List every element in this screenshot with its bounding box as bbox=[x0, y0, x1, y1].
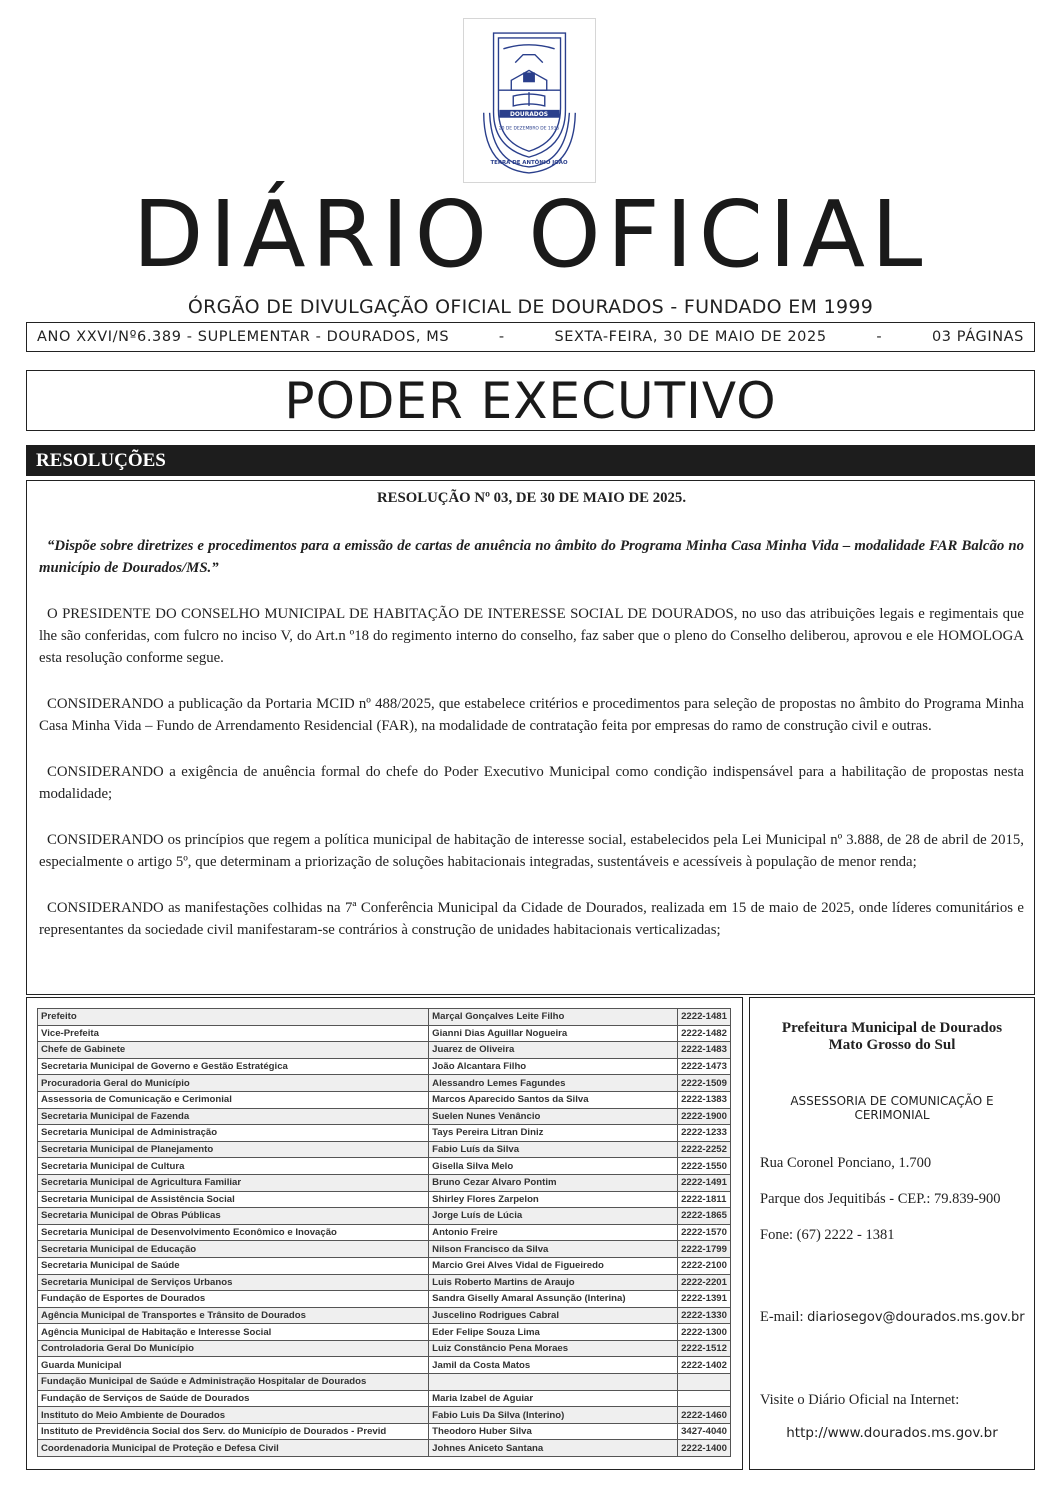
directory-phone: 2222-1233 bbox=[678, 1125, 731, 1142]
edition-separator: - bbox=[876, 329, 883, 345]
directory-office: Fundação de Esportes de Dourados bbox=[38, 1291, 429, 1308]
directory-official: Maria Izabel de Aguiar bbox=[429, 1390, 678, 1407]
directory-official: João Alcantara Filho bbox=[429, 1058, 678, 1075]
directory-official: Luis Roberto Martins de Araujo bbox=[429, 1274, 678, 1291]
directory-office: Controladoria Geral Do Município bbox=[38, 1340, 429, 1357]
directory-official: Fabio Luís da Silva bbox=[429, 1141, 678, 1158]
masthead-subtitle: ÓRGÃO DE DIVULGAÇÃO OFICIAL DE DOURADOS - FUNDADO EM 1999 bbox=[187, 296, 874, 318]
directory-office: Assessoria de Comunicação e Cerimonial bbox=[38, 1091, 429, 1108]
directory-office: Coordenadoria Municipal de Proteção e Defesa Civil bbox=[38, 1440, 429, 1457]
directory-phone: 2222-1482 bbox=[678, 1025, 731, 1042]
directory-official: Tays Pereira Litran Diniz bbox=[429, 1125, 678, 1142]
directory-office: Chefe de Gabinete bbox=[38, 1042, 429, 1059]
table-row bbox=[38, 1274, 731, 1291]
section-title: PODER EXECUTIVO bbox=[26, 370, 1035, 431]
publisher-email bbox=[760, 1308, 1024, 1327]
publisher-address: Rua Coronel Ponciano, 1.700 bbox=[760, 1155, 932, 1171]
table-row bbox=[38, 1241, 731, 1258]
directory-phone: 2222-2252 bbox=[678, 1141, 731, 1158]
table-row bbox=[38, 1357, 731, 1374]
resolution-body bbox=[26, 480, 1035, 995]
directory-office: Secretaria Municipal de Agricultura Familiar bbox=[38, 1174, 429, 1191]
directory-phone bbox=[678, 1374, 731, 1391]
directory-office: Secretaria Municipal de Assistência Social bbox=[38, 1191, 429, 1208]
directory-official: Juarez de Oliveira bbox=[429, 1042, 678, 1059]
table-row bbox=[38, 1407, 731, 1424]
table-row bbox=[38, 1307, 731, 1324]
table-row bbox=[38, 1108, 731, 1125]
table-row bbox=[38, 1042, 731, 1059]
directory-phone: 2222-1550 bbox=[678, 1158, 731, 1175]
publisher-phone: Fone: (67) 2222 - 1381 bbox=[760, 1227, 895, 1243]
directory-official: Suelen Nunes Venâncio bbox=[429, 1108, 678, 1125]
directory-phone: 2222-1481 bbox=[678, 1009, 731, 1026]
edition-number: ANO XXVI/Nº6.389 - SUPLEMENTAR - DOURADOS, MS bbox=[37, 329, 450, 345]
table-row bbox=[38, 1208, 731, 1225]
directory-official: Shirley Flores Zarpelon bbox=[429, 1191, 678, 1208]
resolution-paragraph: CONSIDERANDO a publicação da Portaria MCID nº 488/2025, que estabelece critérios e procedimentos para seleção de propostas no âmbito do Programa Minha Casa Minha Vida – Fundo de Arrendamento Residencial (FAR), na modalidade de contratação feita por empresas do ramo de construção civil e outras. bbox=[39, 696, 1024, 734]
website-link[interactable]: http://www.dourados.ms.gov.br bbox=[786, 1425, 998, 1441]
directory-phone: 2222-1300 bbox=[678, 1324, 731, 1341]
directory-phone: 2222-2100 bbox=[678, 1257, 731, 1274]
coat-of-arms-logo bbox=[463, 18, 596, 183]
publisher-visit-text: Visite o Diário Oficial na Internet: bbox=[760, 1392, 960, 1408]
directory-official: Luiz Constâncio Pena Moraes bbox=[429, 1340, 678, 1357]
directory-office: Secretaria Municipal de Obras Públicas bbox=[38, 1208, 429, 1225]
directory-office: Secretaria Municipal de Saúde bbox=[38, 1257, 429, 1274]
directory-official: Alessandro Lemes Fagundes bbox=[429, 1075, 678, 1092]
edition-separator: - bbox=[498, 329, 505, 345]
directory-official: Nilson Francisco da Silva bbox=[429, 1241, 678, 1258]
table-row bbox=[38, 1025, 731, 1042]
resolution-paragraph: O PRESIDENTE DO CONSELHO MUNICIPAL DE HABITAÇÃO DE INTERESSE SOCIAL DE DOURADOS, no uso das atribuições legais e regimentais que lhe são conferidas, com fulcro no inciso V, do Art.n º18 do regimento interno do conselho, faz saber que o pleno do Conselho deliberou, aprovou e ele HOMOLOGA esta resolução conforme segue. bbox=[39, 606, 1024, 666]
directory-office: Instituto de Previdência Social dos Serv. do Município de Dourados - Previd bbox=[38, 1423, 429, 1440]
publisher-title bbox=[760, 1020, 1024, 1054]
table-row bbox=[38, 1058, 731, 1075]
logo-motto: TERRA DE ANTÔNIO JOÃO bbox=[490, 160, 568, 167]
table-row bbox=[38, 1009, 731, 1026]
email-label: E-mail: bbox=[760, 1309, 808, 1325]
directory-phone: 2222-2201 bbox=[678, 1274, 731, 1291]
directory-office: Secretaria Municipal de Governo e Gestão Estratégica bbox=[38, 1058, 429, 1075]
logo-date: 20 DE DEZEMBRO DE 1935 bbox=[498, 126, 560, 132]
table-row bbox=[38, 1374, 731, 1391]
directory-phone: 2222-1391 bbox=[678, 1291, 731, 1308]
logo-city: DOURADOS bbox=[510, 111, 548, 118]
table-row bbox=[38, 1125, 731, 1142]
directory-official: Fabio Luis Da Silva (Interino) bbox=[429, 1407, 678, 1424]
directory-official: Eder Felipe Souza Lima bbox=[429, 1324, 678, 1341]
directory-phone: 2222-1400 bbox=[678, 1440, 731, 1457]
edition-date: SEXTA-FEIRA, 30 DE MAIO DE 2025 bbox=[554, 329, 827, 345]
table-row bbox=[38, 1324, 731, 1341]
directory-phone: 2222-1330 bbox=[678, 1307, 731, 1324]
table-row bbox=[38, 1158, 731, 1175]
directory-office: Vice-Prefeita bbox=[38, 1025, 429, 1042]
publisher-title-line2: Mato Grosso do Sul bbox=[828, 1037, 956, 1053]
directory-phone: 2222-1473 bbox=[678, 1058, 731, 1075]
directory-official: Marcos Aparecido Santos da Silva bbox=[429, 1091, 678, 1108]
directory-office: Secretaria Municipal de Serviços Urbanos bbox=[38, 1274, 429, 1291]
resolution-paragraph: CONSIDERANDO os princípios que regem a política municipal de habitação de interesse social, estabelecidos pela Lei Municipal nº 3.888, de 28 de abril de 2015, especialmente o artigo 5º, que determinam a priorização de soluções habitacionais integradas, sustentáveis e acessíveis à população de menor renda; bbox=[39, 832, 1024, 870]
table-row bbox=[38, 1291, 731, 1308]
resolution-paragraph: CONSIDERANDO a exigência de anuência formal do chefe do Poder Executivo Municipal como condição indispensável para a habilitação de propostas nesta modalidade; bbox=[39, 764, 1024, 802]
table-row bbox=[38, 1224, 731, 1241]
directory-official: Bruno Cezar Alvaro Pontim bbox=[429, 1174, 678, 1191]
edition-pages: 03 PÁGINAS bbox=[931, 329, 1024, 345]
directory-phone: 2222-1570 bbox=[678, 1224, 731, 1241]
directory-phone: 2222-1799 bbox=[678, 1241, 731, 1258]
directory-phone: 2222-1402 bbox=[678, 1357, 731, 1374]
directory-official: Gianni Dias Aguillar Nogueira bbox=[429, 1025, 678, 1042]
directory-office: Agência Municipal de Transportes e Trânsito de Dourados bbox=[38, 1307, 429, 1324]
directory-phone: 2222-1460 bbox=[678, 1407, 731, 1424]
publisher-department-line2: CERIMONIAL bbox=[854, 1108, 930, 1122]
directory-office: Secretaria Municipal de Administração bbox=[38, 1125, 429, 1142]
table-row bbox=[38, 1091, 731, 1108]
directory-office: Secretaria Municipal de Planejamento bbox=[38, 1141, 429, 1158]
directory-phone: 2222-1900 bbox=[678, 1108, 731, 1125]
publisher-department bbox=[760, 1094, 1024, 1122]
directory-office: Guarda Municipal bbox=[38, 1357, 429, 1374]
directory-phone bbox=[678, 1390, 731, 1407]
table-row bbox=[38, 1141, 731, 1158]
directory-office: Instituto do Meio Ambiente de Dourados bbox=[38, 1407, 429, 1424]
resolution-title: RESOLUÇÃO Nº 03, DE 30 DE MAIO DE 2025. bbox=[376, 490, 687, 506]
directory-official: Marcio Grei Alves Vidal de Figueiredo bbox=[429, 1257, 678, 1274]
directory-office: Fundação Municipal de Saúde e Administração Hospitalar de Dourados bbox=[38, 1374, 429, 1391]
table-row bbox=[38, 1174, 731, 1191]
directory-official bbox=[429, 1374, 678, 1391]
directory-office: Procuradoria Geral do Município bbox=[38, 1075, 429, 1092]
directory-phone: 2222-1811 bbox=[678, 1191, 731, 1208]
directory-table bbox=[37, 1008, 731, 1457]
directory-phone: 3427-4040 bbox=[678, 1423, 731, 1440]
directory-phone: 2222-1865 bbox=[678, 1208, 731, 1225]
table-row bbox=[38, 1423, 731, 1440]
directory-official: Juscelino Rodrigues Cabral bbox=[429, 1307, 678, 1324]
directory-official: Gisella Silva Melo bbox=[429, 1158, 678, 1175]
table-row bbox=[38, 1191, 731, 1208]
directory-official: Theodoro Huber Silva bbox=[429, 1423, 678, 1440]
email-link[interactable]: diariosegov@dourados.ms.gov.br bbox=[807, 1310, 1025, 1325]
table-row bbox=[38, 1340, 731, 1357]
directory-phone: 2222-1512 bbox=[678, 1340, 731, 1357]
directory-official: Sandra Giselly Amaral Assunção (Interina) bbox=[429, 1291, 678, 1308]
table-row bbox=[38, 1075, 731, 1092]
directory-office: Fundação de Serviços de Saúde de Dourados bbox=[38, 1390, 429, 1407]
coat-of-arms-icon bbox=[464, 19, 595, 182]
directory-office: Secretaria Municipal de Cultura bbox=[38, 1158, 429, 1175]
directory-box bbox=[26, 997, 743, 1470]
directory-office: Secretaria Municipal de Educação bbox=[38, 1241, 429, 1258]
directory-phone: 2222-1383 bbox=[678, 1091, 731, 1108]
publisher-info-box bbox=[749, 997, 1035, 1470]
table-row bbox=[38, 1440, 731, 1457]
masthead-title: DIÁRIO OFICIAL bbox=[132, 181, 929, 288]
directory-official: Jamil da Costa Matos bbox=[429, 1357, 678, 1374]
directory-official: Antonio Freire bbox=[429, 1224, 678, 1241]
table-row bbox=[38, 1257, 731, 1274]
directory-office: Prefeito bbox=[38, 1009, 429, 1026]
directory-official: Johnes Aniceto Santana bbox=[429, 1440, 678, 1457]
resolucoes-heading: RESOLUÇÕES bbox=[26, 445, 1035, 476]
resolution-ementa: “Dispõe sobre diretrizes e procedimentos para a emissão de cartas de anuência no âmbito do Programa Minha Casa Minha Vida – modalidade FAR Balcão no município de Dourados/MS.” bbox=[39, 538, 1024, 576]
directory-official: Jorge Luís de Lúcia bbox=[429, 1208, 678, 1225]
resolution-paragraph: CONSIDERANDO as manifestações colhidas na 7ª Conferência Municipal da Cidade de Dourados, realizada em 15 de maio de 2025, onde líderes comunitários e representantes da sociedade civil manifestaram-se contrários à construção de unidades habitacionais verticalizadas; bbox=[39, 900, 1024, 938]
directory-phone: 2222-1491 bbox=[678, 1174, 731, 1191]
directory-office: Secretaria Municipal de Fazenda bbox=[38, 1108, 429, 1125]
publisher-title-line1: Prefeitura Municipal de Dourados bbox=[781, 1020, 1003, 1036]
edition-bar bbox=[26, 322, 1035, 352]
directory-office: Agência Municipal de Habitação e Interesse Social bbox=[38, 1324, 429, 1341]
directory-phone: 2222-1483 bbox=[678, 1042, 731, 1059]
table-row bbox=[38, 1390, 731, 1407]
directory-official: Marçal Gonçalves Leite Filho bbox=[429, 1009, 678, 1026]
publisher-neighborhood: Parque dos Jequitibás - CEP.: 79.839-900 bbox=[760, 1191, 1001, 1207]
directory-phone: 2222-1509 bbox=[678, 1075, 731, 1092]
publisher-department-line1: ASSESSORIA DE COMUNICAÇÃO E bbox=[790, 1094, 994, 1108]
directory-office: Secretaria Municipal de Desenvolvimento Econômico e Inovação bbox=[38, 1224, 429, 1241]
